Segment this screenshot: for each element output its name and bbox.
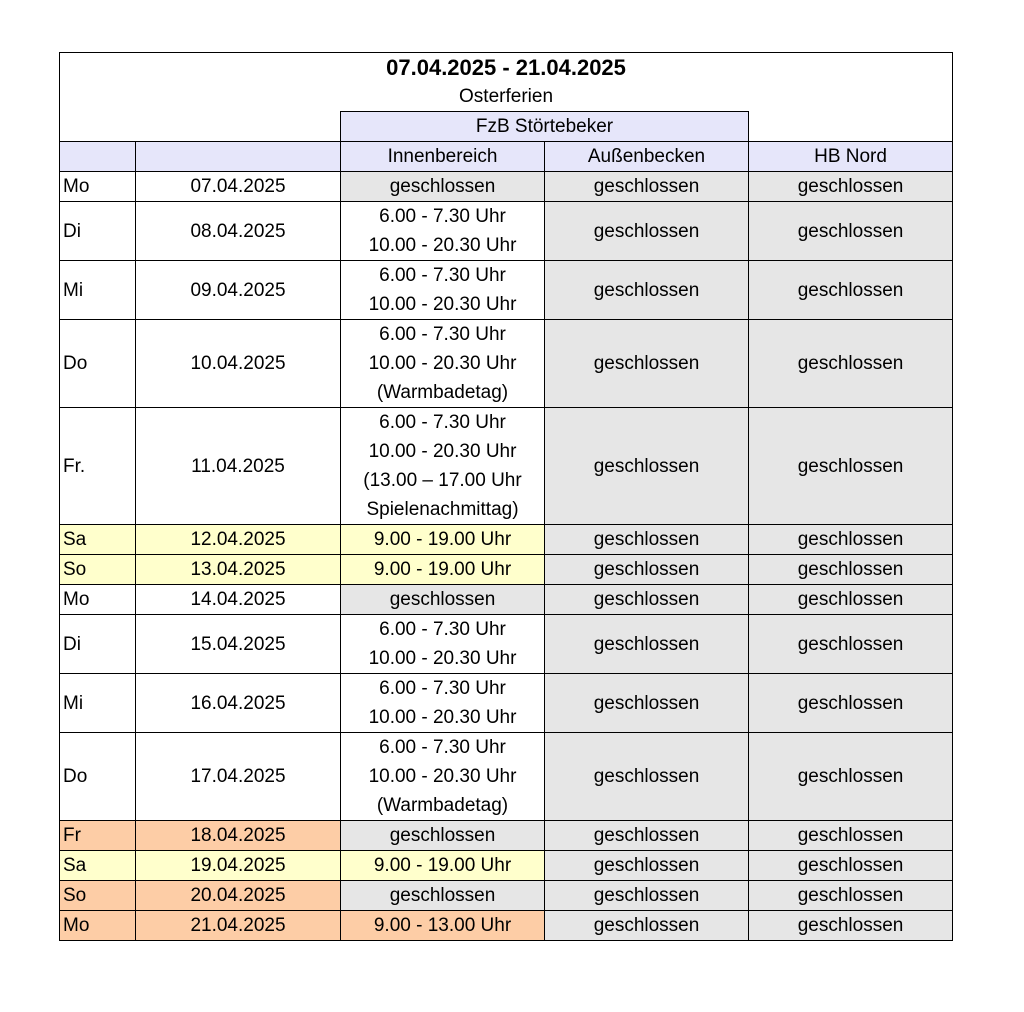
aussenbecken-cell: geschlossen	[545, 881, 749, 911]
schedule-row	[60, 172, 953, 202]
column-header-day	[60, 142, 136, 172]
opening-hours-line: 9.00 - 13.00 Uhr	[373, 915, 512, 936]
opening-hours-line: geschlossen	[389, 176, 496, 197]
date-cell: 08.04.2025	[136, 202, 341, 261]
innenbereich-cell	[341, 821, 545, 851]
facility-group-header: FzB Störtebeker	[341, 112, 749, 142]
hb-nord-cell: geschlossen	[749, 911, 953, 941]
schedule-row	[60, 615, 953, 674]
day-cell: Mi	[60, 261, 136, 320]
date-cell: 20.04.2025	[136, 881, 341, 911]
opening-hours-line: Spielenachmittag)	[366, 499, 519, 520]
hb-nord-cell: geschlossen	[749, 172, 953, 202]
holiday-name: Osterferien	[60, 83, 953, 112]
opening-hours-line: geschlossen	[389, 885, 496, 906]
hb-nord-cell: geschlossen	[749, 408, 953, 525]
opening-hours-line: 6.00 - 7.30 Uhr	[379, 678, 506, 699]
opening-hours-line: (13.00 – 17.00 Uhr	[363, 470, 522, 491]
opening-hours-line: 10.00 - 20.30 Uhr	[368, 235, 517, 256]
schedule-row	[60, 851, 953, 881]
day-cell: Di	[60, 202, 136, 261]
innenbereich-cell	[341, 202, 545, 261]
schedule-row	[60, 733, 953, 821]
aussenbecken-cell: geschlossen	[545, 911, 749, 941]
day-cell: So	[60, 555, 136, 585]
day-cell: Do	[60, 733, 136, 821]
aussenbecken-cell: geschlossen	[545, 525, 749, 555]
innenbereich-cell	[341, 408, 545, 525]
innenbereich-cell	[341, 555, 545, 585]
opening-hours-line: geschlossen	[389, 589, 496, 610]
opening-hours-line: (Warmbadetag)	[376, 795, 509, 816]
aussenbecken-cell: geschlossen	[545, 585, 749, 615]
day-cell: Fr.	[60, 408, 136, 525]
aussenbecken-cell: geschlossen	[545, 555, 749, 585]
hb-nord-cell: geschlossen	[749, 555, 953, 585]
date-cell: 13.04.2025	[136, 555, 341, 585]
schedule-row	[60, 881, 953, 911]
innenbereich-cell	[341, 320, 545, 408]
schedule-row	[60, 555, 953, 585]
period-title: 07.04.2025 - 21.04.2025	[60, 53, 953, 84]
day-cell: Mi	[60, 674, 136, 733]
hb-nord-cell: geschlossen	[749, 821, 953, 851]
opening-hours-line: 9.00 - 19.00 Uhr	[373, 559, 512, 580]
opening-hours-line: 10.00 - 20.30 Uhr	[368, 766, 517, 787]
opening-hours-line: 6.00 - 7.30 Uhr	[379, 737, 506, 758]
date-cell: 18.04.2025	[136, 821, 341, 851]
schedule-row	[60, 408, 953, 525]
innenbereich-cell	[341, 261, 545, 320]
day-cell: Mo	[60, 172, 136, 202]
opening-hours-line: 6.00 - 7.30 Uhr	[379, 324, 506, 345]
aussenbecken-cell: geschlossen	[545, 172, 749, 202]
day-cell: Sa	[60, 525, 136, 555]
opening-hours-line: 6.00 - 7.30 Uhr	[379, 619, 506, 640]
date-cell: 16.04.2025	[136, 674, 341, 733]
schedule-row	[60, 202, 953, 261]
date-cell: 12.04.2025	[136, 525, 341, 555]
day-cell: Fr	[60, 821, 136, 851]
opening-hours-line: 9.00 - 19.00 Uhr	[373, 529, 512, 550]
hb-nord-cell: geschlossen	[749, 202, 953, 261]
day-cell: Mo	[60, 911, 136, 941]
aussenbecken-cell: geschlossen	[545, 261, 749, 320]
blank-cell	[60, 112, 341, 142]
date-cell: 10.04.2025	[136, 320, 341, 408]
innenbereich-cell	[341, 585, 545, 615]
opening-hours-line: 9.00 - 19.00 Uhr	[373, 855, 512, 876]
aussenbecken-cell: geschlossen	[545, 320, 749, 408]
innenbereich-cell	[341, 525, 545, 555]
schedule-row	[60, 525, 953, 555]
date-cell: 07.04.2025	[136, 172, 341, 202]
aussenbecken-cell: geschlossen	[545, 851, 749, 881]
opening-hours-line: 6.00 - 7.30 Uhr	[379, 265, 506, 286]
column-header-innenbereich: Innenbereich	[341, 142, 545, 172]
opening-hours-line: 10.00 - 20.30 Uhr	[368, 707, 517, 728]
innenbereich-cell	[341, 733, 545, 821]
aussenbecken-cell: geschlossen	[545, 733, 749, 821]
date-cell: 14.04.2025	[136, 585, 341, 615]
schedule-row	[60, 674, 953, 733]
opening-hours-line: 10.00 - 20.30 Uhr	[368, 648, 517, 669]
hb-nord-cell: geschlossen	[749, 733, 953, 821]
column-header-date	[136, 142, 341, 172]
date-cell: 21.04.2025	[136, 911, 341, 941]
blank-cell	[749, 112, 953, 142]
opening-hours-line: geschlossen	[389, 825, 496, 846]
schedule-sheet	[59, 52, 953, 941]
hb-nord-cell: geschlossen	[749, 585, 953, 615]
day-cell: So	[60, 881, 136, 911]
hb-nord-cell: geschlossen	[749, 881, 953, 911]
schedule-row	[60, 320, 953, 408]
date-cell: 11.04.2025	[136, 408, 341, 525]
schedule-row	[60, 911, 953, 941]
innenbereich-cell	[341, 911, 545, 941]
opening-hours-line: 10.00 - 20.30 Uhr	[368, 441, 517, 462]
schedule-row	[60, 261, 953, 320]
day-cell: Do	[60, 320, 136, 408]
date-cell: 09.04.2025	[136, 261, 341, 320]
innenbereich-cell	[341, 674, 545, 733]
innenbereich-cell	[341, 615, 545, 674]
hb-nord-cell: geschlossen	[749, 851, 953, 881]
day-cell: Sa	[60, 851, 136, 881]
innenbereich-cell	[341, 881, 545, 911]
aussenbecken-cell: geschlossen	[545, 408, 749, 525]
schedule-table	[59, 52, 953, 941]
hb-nord-cell: geschlossen	[749, 320, 953, 408]
date-cell: 19.04.2025	[136, 851, 341, 881]
innenbereich-cell	[341, 851, 545, 881]
opening-hours-line: (Warmbadetag)	[376, 382, 509, 403]
aussenbecken-cell: geschlossen	[545, 202, 749, 261]
opening-hours-line: 10.00 - 20.30 Uhr	[368, 294, 517, 315]
aussenbecken-cell: geschlossen	[545, 615, 749, 674]
schedule-row	[60, 585, 953, 615]
hb-nord-cell: geschlossen	[749, 261, 953, 320]
day-cell: Mo	[60, 585, 136, 615]
day-cell: Di	[60, 615, 136, 674]
hb-nord-cell: geschlossen	[749, 674, 953, 733]
schedule-row	[60, 821, 953, 851]
column-header-hb-nord: HB Nord	[749, 142, 953, 172]
column-header-aussenbecken: Außenbecken	[545, 142, 749, 172]
innenbereich-cell	[341, 172, 545, 202]
opening-hours-line: 10.00 - 20.30 Uhr	[368, 353, 517, 374]
date-cell: 15.04.2025	[136, 615, 341, 674]
aussenbecken-cell: geschlossen	[545, 821, 749, 851]
date-cell: 17.04.2025	[136, 733, 341, 821]
hb-nord-cell: geschlossen	[749, 615, 953, 674]
opening-hours-line: 6.00 - 7.30 Uhr	[379, 412, 506, 433]
hb-nord-cell: geschlossen	[749, 525, 953, 555]
aussenbecken-cell: geschlossen	[545, 674, 749, 733]
opening-hours-line: 6.00 - 7.30 Uhr	[379, 206, 506, 227]
